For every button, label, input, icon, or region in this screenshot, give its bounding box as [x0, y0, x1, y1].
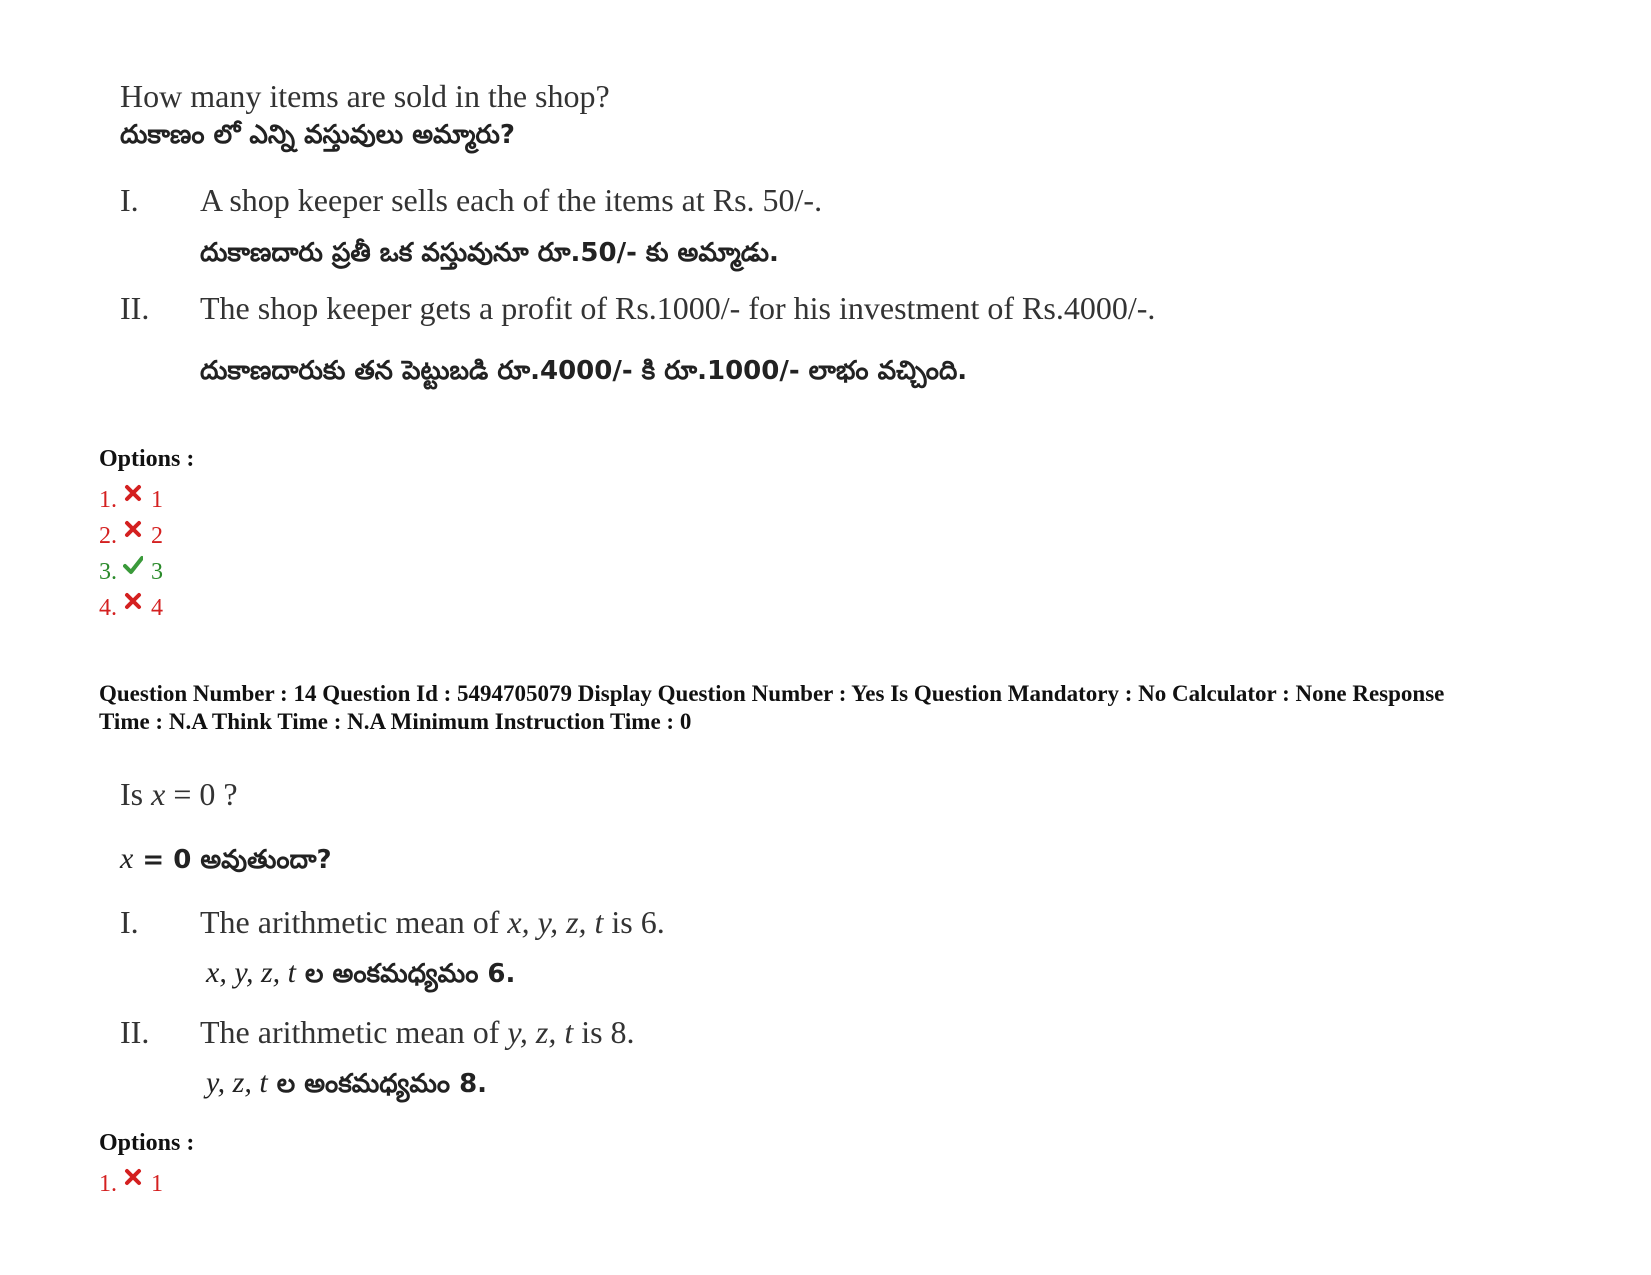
- statement-1-english: I. The arithmetic mean of x, y, z, t is 6.: [120, 904, 665, 940]
- statement-2-english: II. The arithmetic mean of y, z, t is 8.: [120, 1014, 635, 1050]
- statement-1-telugu: x, y, z, t ల అంకమధ్యమం 6.: [206, 956, 516, 989]
- statement-1-number: I.: [120, 182, 139, 218]
- question-metadata-line-1: Question Number : 14 Question Id : 5494705079 Display Question Number : Yes Is Question Mandatory : No Calculator : None Response: [99, 681, 1445, 706]
- statement-1-english: [120, 184, 1155, 220]
- question-stem-english: How many items are sold in the shop?: [120, 78, 610, 114]
- cross-icon: [123, 483, 143, 503]
- cross-icon: [123, 591, 143, 611]
- question-stem-telugu: x = 0 అవుతుందా?: [120, 842, 332, 875]
- statement-1-telugu: దుకాణదారు ప్రతీ ఒక వస్తువునూ రూ.50/- కు అమ్మాడు.: [200, 238, 779, 268]
- option-4[interactable]: 4. 4: [99, 591, 163, 620]
- statement-2-number: II.: [120, 290, 150, 326]
- option-3[interactable]: 3. 3: [99, 555, 163, 584]
- option-2[interactable]: 2. 2: [99, 519, 163, 548]
- statement-2-telugu: y, z, t ల అంకమధ్యమం 8.: [206, 1066, 488, 1099]
- option-1[interactable]: 1. 1: [99, 483, 163, 512]
- statement-2-english: [120, 292, 1155, 330]
- cross-icon: [123, 519, 143, 539]
- question-14-image: [120, 778, 665, 1098]
- option-1[interactable]: 1. 1: [99, 1167, 163, 1196]
- question-14-metadata: [99, 680, 1599, 736]
- statement-1-text: A shop keeper sells each of the items at Rs. 50/-.: [200, 182, 823, 218]
- question-stem-telugu: దుకాణం లో ఎన్ని వస్తువులు అమ్మారు?: [120, 120, 515, 150]
- options-label: Options :: [99, 446, 195, 472]
- question-stem-english: Is x = 0 ?: [120, 776, 238, 812]
- check-icon: [123, 555, 143, 575]
- question-13-image: [120, 80, 1155, 384]
- statement-2-text: The shop keeper gets a profit of Rs.1000/- for his investment of Rs.4000/-.: [200, 290, 1156, 326]
- statement-1-number: I.: [120, 904, 139, 940]
- question-metadata-line-2: Time : N.A Think Time : N.A Minimum Instruction Time : 0: [99, 709, 692, 734]
- statement-2-number: II.: [120, 1014, 150, 1050]
- options-label: Options :: [99, 1130, 195, 1156]
- statement-2-telugu: దుకాణదారుకు తన పెట్టుబడి రూ.4000/- కి రూ.1000/- లాభం వచ్చింది.: [200, 356, 968, 386]
- cross-icon: [123, 1167, 143, 1187]
